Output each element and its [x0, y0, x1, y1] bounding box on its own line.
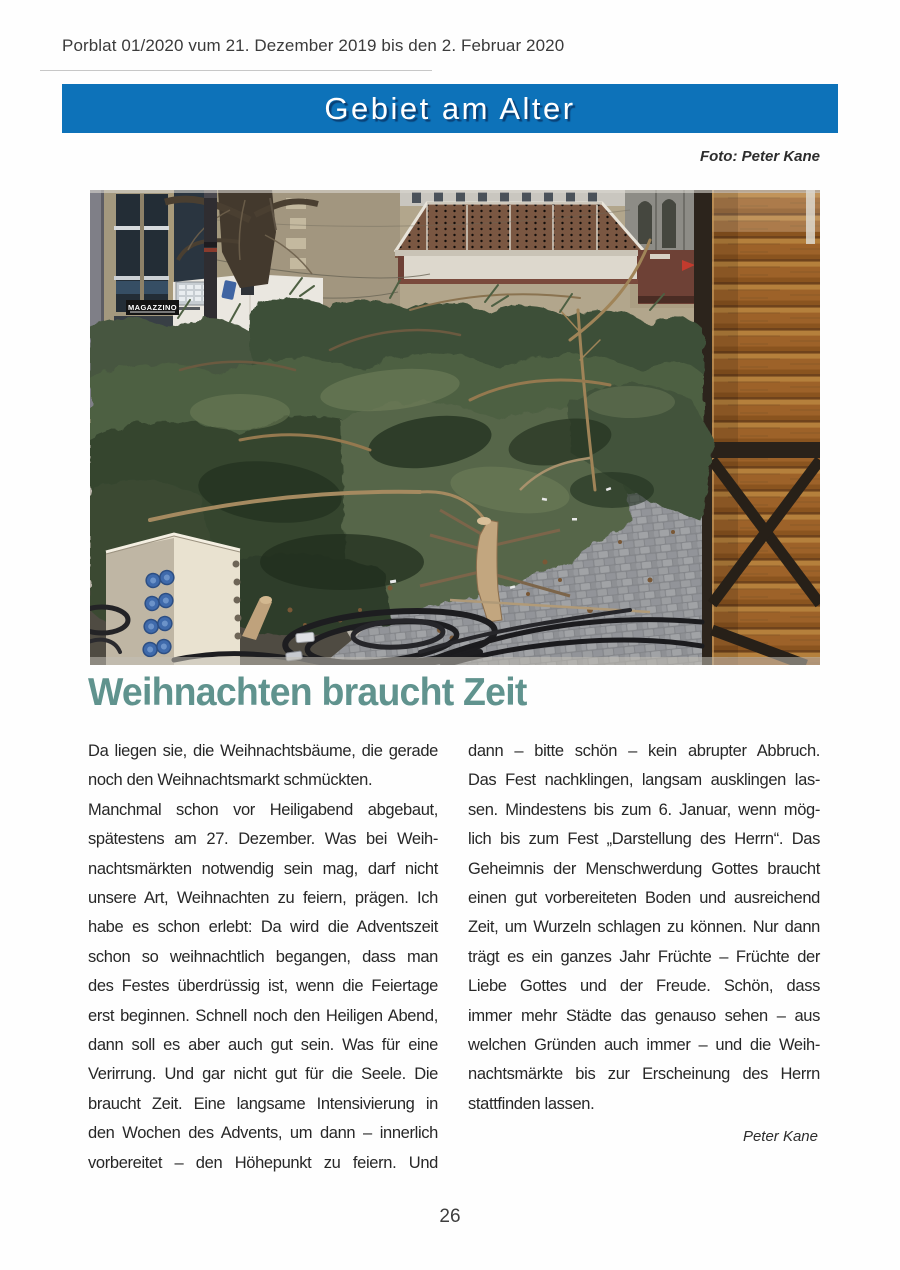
text-line: noch den Weihnachtsmarkt schmückten. — [88, 771, 373, 790]
text-line: trägt es ein ganzes Jahr Früchte – Früchte der — [468, 947, 820, 966]
text-line: Manchmal schon vor Heiligabend abgebaut, — [88, 800, 438, 819]
text-line: einen gut vorbereiteten Boden und ausreichend — [468, 889, 820, 908]
magazzino-sign — [126, 300, 179, 315]
photo-top-strip — [90, 190, 820, 193]
issue-header: Porblat 01/2020 vum 21. Dezember 2019 bis den 2. Februar 2020 — [62, 36, 565, 55]
text-line: dann – bitte schön – kein abrupter Abbruch. — [468, 742, 820, 760]
article-title: Weihnachten braucht Zeit — [88, 671, 527, 714]
power-distribution-box — [106, 534, 242, 665]
banner-title: Gebiet am Alter — [324, 90, 576, 126]
article-body — [88, 737, 820, 1177]
text-line: dann soll es aber auch gut sein. Was für eine — [88, 1036, 438, 1055]
page-number: 26 — [439, 1206, 461, 1227]
text-line: stattfinden lassen. — [468, 1094, 595, 1113]
article-photo — [90, 190, 820, 665]
text-line: nachtsmärkte bis zur Erscheinung des Herrn — [468, 1065, 820, 1084]
text-line: habe es schon erlebt: Da wird die Adventszeit — [88, 918, 438, 937]
text-line: schon so weihnachtlich begangen, dass man — [88, 947, 438, 966]
text-line: des Festes überdrüssig ist, wenn die Feiertage — [88, 977, 438, 996]
header-rule — [40, 70, 432, 71]
text-line: den Wochen des Advents, um dann – innerlich — [88, 1124, 438, 1143]
sign-text: MAGAZZINO — [127, 303, 178, 312]
text-line: nachtsmärkten notwendig sein mag, darf nicht — [88, 859, 438, 878]
text-line: welchen Gründen auch immer – und die Weih- — [468, 1036, 820, 1055]
article-column-right — [468, 737, 820, 1145]
article-byline: Peter Kane — [742, 1128, 818, 1146]
photo-credit: Foto: Peter Kane — [699, 148, 820, 165]
text-line: Zeit, um Wurzeln schlagen zu können. Nur dann — [468, 918, 820, 937]
text-line: Geheimnis der Menschwerdung Gottes braucht — [468, 859, 820, 878]
text-line: unsere Art, Weihnachten zu feiern, prägen. Ich — [88, 889, 438, 908]
text-line: spätestens am 27. Dezember. Was bei Weih- — [88, 830, 438, 849]
text-line: braucht Zeit. Eine langsame Intensivierung in — [88, 1094, 438, 1113]
article-column-left — [88, 737, 438, 1178]
text-line: Da liegen sie, die Weihnachtsbäume, die gerade — [88, 742, 438, 760]
text-line: vorbereitet – den Höhepunkt zu feiern. Und — [88, 1153, 438, 1172]
wooden-hut — [694, 190, 820, 665]
text-line: lich bis zum Fest „Darstellung des Herrn“. Das — [468, 830, 820, 849]
text-line: Das Fest nachklingen, langsam ausklingen las- — [468, 771, 820, 790]
christmas-tree-photo — [90, 190, 820, 665]
text-line: erst beginnen. Schnell noch den Heiligen Abend, — [88, 1006, 438, 1025]
text-line: immer mehr Städte das genauso sehen – aus — [468, 1006, 820, 1025]
text-line: Verirrung. Und gar nicht gut für die Seele. Die — [88, 1065, 438, 1084]
banner — [62, 84, 838, 133]
photo-bottom-strip — [90, 657, 820, 665]
text-line: sen. Mindestens bis zum 6. Januar, wenn mög- — [468, 800, 820, 819]
text-line: Liebe Gottes und der Freude. Schön, dass — [468, 977, 820, 996]
